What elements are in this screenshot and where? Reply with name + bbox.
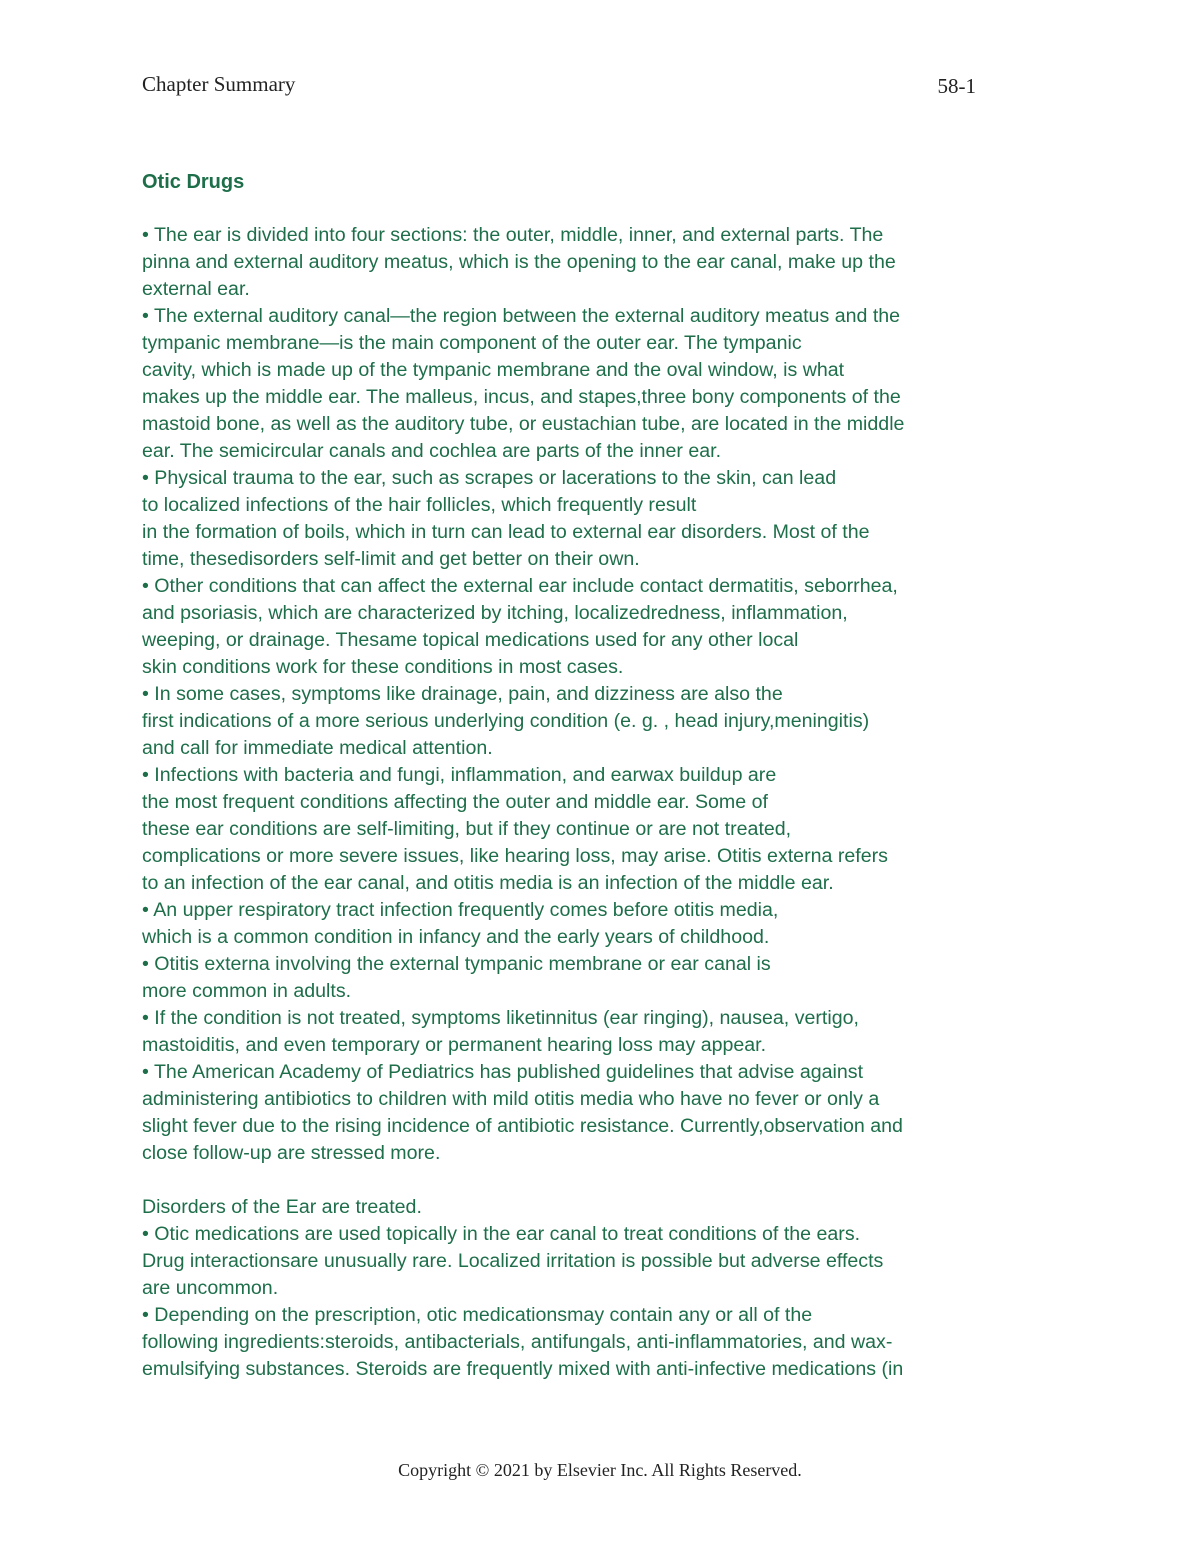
text-line: first indications of a more serious underlying condition (e. g. , head injury,meningitis) xyxy=(142,710,870,732)
section-title: Otic Drugs xyxy=(142,171,245,193)
text-line: complications or more severe issues, like hearing loss, may arise. Otitis externa refers xyxy=(142,845,888,867)
text-line: cavity, which is made up of the tympanic membrane and the oval window, is what xyxy=(142,359,845,381)
text-line: external ear. xyxy=(142,278,250,300)
text-line: pinna and external auditory meatus, which is the opening to the ear canal, make up the xyxy=(142,251,896,273)
text-line: • The American Academy of Pediatrics has published guidelines that advise against xyxy=(142,1061,864,1083)
text-line: more common in adults. xyxy=(142,980,352,1002)
text-line: weeping, or drainage. Thesame topical medications used for any other local xyxy=(142,629,799,651)
page-number: 58-1 xyxy=(937,74,976,98)
text-line: emulsifying substances. Steroids are frequently mixed with anti-infective medications (in xyxy=(142,1358,904,1380)
text-line: and psoriasis, which are characterized by itching, localizedredness, inflammation, xyxy=(142,602,848,624)
text-line: mastoid bone, as well as the auditory tube, or eustachian tube, are located in the middle xyxy=(142,413,905,435)
text-line: • Infections with bacteria and fungi, inflammation, and earwax buildup are xyxy=(142,764,777,786)
text-line: tympanic membrane—is the main component of the outer ear. The tympanic xyxy=(142,332,802,354)
text-line: these ear conditions are self-limiting, but if they continue or are not treated, xyxy=(142,818,792,840)
text-line: administering antibiotics to children with mild otitis media who have no fever or only a xyxy=(142,1088,880,1110)
paragraph-gap xyxy=(142,1167,1072,1194)
chapter-label: Chapter Summary xyxy=(142,72,296,96)
text-line: to an infection of the ear canal, and otitis media is an infection of the middle ear. xyxy=(142,872,834,894)
text-line: and call for immediate medical attention. xyxy=(142,737,493,759)
text-line: following ingredients:steroids, antibacterials, antifungals, anti-inflammatories, and wax- xyxy=(142,1331,893,1353)
body-block-1 xyxy=(142,222,1072,1167)
text-line: to localized infections of the hair follicles, which frequently result xyxy=(142,494,697,516)
text-line: slight fever due to the rising incidence of antibiotic resistance. Currently,observation and xyxy=(142,1115,903,1137)
text-line: • If the condition is not treated, symptoms liketinnitus (ear ringing), nausea, vertigo, xyxy=(142,1007,859,1029)
text-line: Disorders of the Ear are treated. xyxy=(142,1196,422,1218)
text-line: • Depending on the prescription, otic medicationsmay contain any or all of the xyxy=(142,1304,813,1326)
text-line: in the formation of boils, which in turn can lead to external ear disorders. Most of the xyxy=(142,521,870,543)
text-line: close follow-up are stressed more. xyxy=(142,1142,441,1164)
text-line: • Otitis externa involving the external tympanic membrane or ear canal is xyxy=(142,953,771,975)
text-line: the most frequent conditions affecting the outer and middle ear. Some of xyxy=(142,791,768,813)
text-line: Drug interactionsare unusually rare. Localized irritation is possible but adverse effects xyxy=(142,1250,884,1272)
copyright-footer: Copyright © 2021 by Elsevier Inc. All Rights Reserved. xyxy=(398,1460,802,1480)
text-line: which is a common condition in infancy and the early years of childhood. xyxy=(142,926,770,948)
text-line: • Otic medications are used topically in the ear canal to treat conditions of the ears. xyxy=(142,1223,861,1245)
body-block-2 xyxy=(142,1194,1072,1383)
text-line: are uncommon. xyxy=(142,1277,279,1299)
text-line: • The ear is divided into four sections: the outer, middle, inner, and external parts. The xyxy=(142,224,884,246)
text-line: • Other conditions that can affect the external ear include contact dermatitis, seborrhea, xyxy=(142,575,898,597)
text-line: mastoiditis, and even temporary or permanent hearing loss may appear. xyxy=(142,1034,767,1056)
text-line: skin conditions work for these conditions in most cases. xyxy=(142,656,624,678)
text-line: • The external auditory canal—the region between the external auditory meatus and the xyxy=(142,305,901,327)
text-line: • Physical trauma to the ear, such as scrapes or lacerations to the skin, can lead xyxy=(142,467,837,489)
text-line: ear. The semicircular canals and cochlea are parts of the inner ear. xyxy=(142,440,722,462)
text-line: • In some cases, symptoms like drainage, pain, and dizziness are also the xyxy=(142,683,783,705)
text-line: time, thesedisorders self-limit and get better on their own. xyxy=(142,548,640,570)
text-line: makes up the middle ear. The malleus, incus, and stapes,three bony components of the xyxy=(142,386,901,408)
main-content xyxy=(142,168,1072,1383)
text-line: • An upper respiratory tract infection frequently comes before otitis media, xyxy=(142,899,779,921)
